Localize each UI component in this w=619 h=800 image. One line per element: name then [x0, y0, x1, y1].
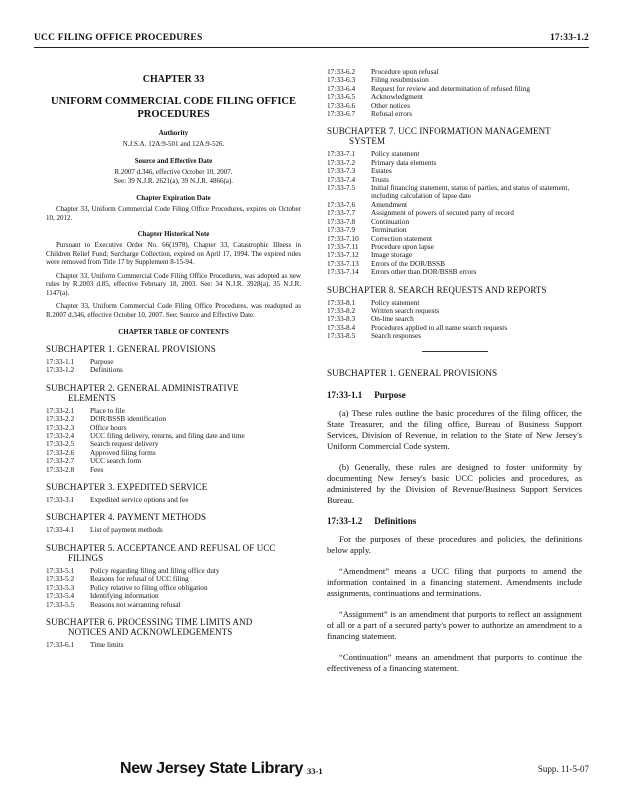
toc-section-title: Procedure upon refusal	[371, 67, 439, 76]
toc-section-number: 17:33-7.12	[327, 250, 359, 260]
toc-section-entry	[46, 432, 301, 440]
toc-subchapter-title	[46, 344, 301, 354]
toc-subchapter-title-line: SUBCHAPTER 7. UCC INFORMATION MANAGEMENT	[327, 126, 551, 137]
toc-section-entry	[327, 93, 582, 101]
toc-section-entry	[327, 332, 582, 340]
section-title: Definitions	[374, 515, 417, 526]
toc-section-number: 17:33-5.1	[46, 565, 75, 575]
toc-subchapter-title-line: ELEMENTS	[68, 392, 116, 403]
toc-section-title: Search request delivery	[90, 439, 159, 449]
toc-section-title: Identifying information	[90, 591, 159, 601]
source-heading: Source and Effective Date	[134, 157, 213, 165]
toc-subchapter-title	[46, 543, 301, 563]
section-heading-definitions	[327, 516, 582, 526]
toc-section-list	[46, 496, 301, 504]
toc-left	[46, 344, 301, 649]
toc-section-entry	[46, 358, 301, 366]
right-column	[327, 68, 582, 684]
history-paragraph-2: Chapter 33, Uniform Commercial Code Filing Office Procedures, was adopted as new rules by R.2003 d.85, effective February 18, 2003. See: 34 N.J.R. 3928(a), 35 N.J.R. 1147(a).	[46, 271, 301, 297]
toc-subchapter-title-line: SUBCHAPTER 1. GENERAL PROVISIONS	[46, 344, 216, 354]
toc-section-title: Primary data elements	[371, 157, 437, 167]
toc-section-entry	[327, 85, 582, 93]
toc-section-title: Purpose	[90, 357, 114, 366]
source-text	[46, 168, 301, 186]
toc-subchapter-title-line: SUBCHAPTER 6. PROCESSING TIME LIMITS AND	[46, 616, 253, 627]
toc-section-title: UCC search form	[90, 456, 142, 466]
toc-section-title: Fees	[90, 464, 104, 474]
toc-subchapter-title	[327, 285, 582, 295]
toc-section-number: 17:33-7.2	[327, 157, 356, 167]
toc-section-number: 17:33-1.1	[46, 357, 75, 366]
toc-subchapter-title	[46, 617, 301, 637]
toc-section-title: UCC filing delivery, returns, and filing date and time	[90, 431, 245, 441]
toc-section-entry	[327, 150, 582, 158]
toc-section-title: List of payment methods	[90, 525, 163, 535]
toc-subchapter-title-line: NOTICES AND ACKNOWLEDGEMENTS	[68, 626, 233, 637]
toc-section-entry	[327, 307, 582, 315]
header-rule	[34, 47, 589, 48]
section-number: 17:33-1.2	[327, 515, 363, 526]
toc-right	[327, 126, 582, 340]
toc-section-entry	[327, 68, 582, 76]
chapter-title: UNIFORM COMMERCIAL CODE FILING OFFICE PROCEDURES	[50, 96, 296, 120]
toc-section-entry	[327, 299, 582, 307]
toc-section-number: 17:33-8.5	[327, 331, 356, 341]
toc-section-entry	[46, 584, 301, 592]
source-line-1: R.2007 d.346, effective October 10, 2007.	[114, 168, 233, 176]
toc-section-number: 17:33-2.5	[46, 439, 75, 449]
toc-section-entry	[46, 366, 301, 374]
toc-section-number: 17:33-2.1	[46, 405, 75, 415]
toc-section-number: 17:33-8.4	[327, 322, 356, 332]
toc-subchapter-title	[46, 383, 301, 403]
toc-section-number: 17:33-7.4	[327, 174, 356, 184]
history-paragraph-1: Pursuant to Executive Order No. 66(1978), Chapter 33, Catastrophic Illness in Children Relief Fund; Surcharge Collection, expired on April 17, 1994. The expired rules were removed from Title 17 by Supplement 8-15-94.	[46, 241, 301, 266]
supplement-date: Supp. 11-5-07	[537, 764, 589, 774]
toc-section-entry	[327, 209, 582, 217]
toc-section-entry	[327, 218, 582, 226]
toc-section-number: 17:33-8.1	[327, 297, 356, 307]
authority-heading: Authority	[158, 129, 189, 137]
toc-section-entry	[46, 466, 301, 474]
toc-section-entry	[46, 415, 301, 423]
toc-section-number: 17:33-7.11	[327, 241, 359, 251]
toc-section-title: Request for review and determination of refused filing	[371, 83, 531, 93]
toc-section-list	[46, 407, 301, 474]
toc-section-entry	[327, 184, 582, 201]
toc-section-number: 17:33-2.3	[46, 422, 75, 432]
toc-section-list	[327, 299, 582, 341]
toc-section-number: 17:33-6.5	[327, 92, 356, 102]
toc-section-title: DOR/BSSB identification	[90, 414, 167, 424]
toc-section-number: 17:33-2.2	[46, 414, 75, 424]
toc-section-title: Other notices	[371, 100, 411, 110]
toc-section-title: Policy statement	[371, 297, 420, 307]
toc-section-number: 17:33-5.4	[46, 591, 75, 601]
toc-section-number: 17:33-8.3	[327, 314, 356, 324]
toc-section-entry	[46, 449, 301, 457]
toc-section-number: 17:33-6.7	[327, 109, 356, 119]
toc-section-entry	[46, 440, 301, 448]
toc-subchapter-title-line: SYSTEM	[349, 136, 386, 147]
toc-section-list	[327, 150, 582, 276]
toc-section-number: 17:33-8.2	[327, 305, 356, 315]
toc-section-number: 17:33-7.1	[327, 149, 356, 159]
definition-amendment: “Amendment” means a UCC filing that purports to amend the information contained in a financing statement. Amendments include assignments, continuations and terminations.	[327, 565, 582, 598]
toc-section-title: Continuation	[371, 216, 410, 226]
header-section-number: 17:33-1.2	[549, 33, 589, 43]
toc-section-number: 17:33-3.1	[46, 495, 75, 505]
section-number: 17:33-1.1	[327, 389, 363, 400]
toc-section-number: 17:33-4.1	[46, 525, 75, 535]
toc-section-entry	[327, 324, 582, 332]
toc-section-entry	[327, 110, 582, 118]
toc-section-list	[46, 526, 301, 534]
header-title: UCC FILING OFFICE PROCEDURES	[34, 33, 203, 43]
toc-section-list	[46, 641, 301, 649]
page-number: 33-1	[307, 766, 323, 776]
toc-section-title: Place to file	[90, 405, 125, 415]
library-watermark: New Jersey State Library	[120, 760, 304, 777]
toc-section-title: Errors of the DOR/BSSB	[371, 258, 445, 268]
toc-section-number: 17:33-6.4	[327, 83, 356, 93]
toc-subchapter-title-line: SUBCHAPTER 5. ACCEPTANCE AND REFUSAL OF UCC	[46, 542, 276, 553]
toc-section-number: 17:33-5.3	[46, 582, 75, 592]
authority-text: N.J.S.A. 12A:9-501 and 12A:9-526.	[122, 140, 225, 148]
toc-section-number: 17:33-7.13	[327, 258, 359, 268]
toc-section-title: Procedure upon lapse	[371, 241, 434, 251]
toc-section-title: Initial financing statement, status of parties, and status of statement, including calculation of lapse date	[371, 183, 570, 201]
toc-section-entry	[327, 251, 582, 259]
toc-section-entry	[327, 226, 582, 234]
toc-section-title: On-line search	[371, 314, 414, 324]
toc-subchapter-title-line: SUBCHAPTER 8. SEARCH REQUESTS AND REPORTS	[327, 284, 547, 295]
toc-section-number: 17:33-7.7	[327, 208, 356, 218]
toc-section-title: Written search requests	[371, 305, 440, 315]
history-heading: Chapter Historical Note	[137, 230, 210, 238]
purpose-paragraph-b: (b) Generally, these rules are designed to foster uniformity by documenting New Jersey's basic UCC policies and procedures, as administered by the Division of Revenue/Business Support Services Bureau.	[327, 461, 582, 505]
toc-section-number: 17:33-2.6	[46, 447, 75, 457]
toc-section-number: 17:33-6.6	[327, 100, 356, 110]
toc-section-number: 17:33-7.9	[327, 225, 356, 235]
toc-section-number: 17:33-7.3	[327, 166, 356, 176]
toc-section-title: Time limits	[90, 639, 124, 649]
toc-section-number: 17:33-5.5	[46, 599, 75, 609]
toc-section-title: Filing resubmission	[371, 75, 429, 85]
history-paragraph-3: Chapter 33, Uniform Commercial Code Filing Office Procedures, was readopted as R.2007 d.346, effective October 10, 2007. See: Source and Effective Date.	[46, 302, 301, 319]
toc-section-entry	[46, 526, 301, 534]
toc-section-title: Image storage	[371, 250, 413, 260]
toc-section-number: 17:33-7.10	[327, 233, 359, 243]
left-column	[46, 68, 301, 652]
source-line-2: See: 39 N.J.R. 2621(a), 39 N.J.R. 4866(a).	[114, 177, 233, 185]
toc-section-title: Amendment	[371, 199, 408, 209]
toc-section-title: Termination	[371, 225, 407, 235]
toc-section-title: Assignment of powers of secured party of record	[371, 208, 514, 218]
toc-section-title: Errors other than DOR/BSSB errors	[371, 267, 477, 277]
toc-section-entry	[46, 641, 301, 649]
toc-section-list	[46, 358, 301, 375]
toc-section-title: Expedited service options and fee	[90, 495, 189, 505]
toc-section-entry	[327, 102, 582, 110]
toc-section-number: 17:33-2.8	[46, 464, 75, 474]
toc-section-entry	[327, 268, 582, 276]
toc-section-list	[46, 567, 301, 609]
running-header	[34, 33, 589, 47]
toc-section-title: Estates	[371, 166, 392, 176]
toc-section-title: Correction statement	[371, 233, 432, 243]
toc-subchapter-title-line: SUBCHAPTER 2. GENERAL ADMINISTRATIVE	[46, 382, 239, 393]
section-title: Purpose	[374, 389, 406, 400]
toc-heading: CHAPTER TABLE OF CONTENTS	[118, 328, 229, 336]
toc-section-entry	[327, 159, 582, 167]
toc-subchapter-title-line: SUBCHAPTER 3. EXPEDITED SERVICE	[46, 482, 208, 493]
section-divider	[422, 351, 488, 352]
toc-section-number: 17:33-6.2	[327, 67, 356, 76]
toc-section-number: 17:33-6.1	[46, 639, 75, 649]
toc-section-title: Trusts	[371, 174, 389, 184]
toc-section-title: Reasons for refusal of UCC filing	[90, 574, 189, 584]
toc-section-number: 17:33-2.7	[46, 456, 75, 466]
toc-subchapter-title-line: SUBCHAPTER 4. PAYMENT METHODS	[46, 512, 207, 523]
definitions-intro: For the purposes of these procedures and policies, the definitions below apply.	[327, 533, 582, 555]
toc-subchapter-title	[46, 512, 301, 522]
toc-subchapter-title	[327, 126, 582, 146]
toc-section-title: Procedures applied to all name search requests	[371, 322, 508, 332]
toc-section-title: Search responses	[371, 331, 422, 341]
toc-section-title: Policy statement	[371, 149, 420, 159]
toc-section-number: 17:33-7.6	[327, 199, 356, 209]
purpose-paragraph-a: (a) These rules outline the basic procedures of the filing officer, the State Treasurer, and the filing office, Bureau of Business Support Services, Division of Revenue, in relation to the State of New Jersey's Uniform Commercial Code system.	[327, 407, 582, 451]
toc-section-title: Policy relative to filing office obligation	[90, 582, 208, 592]
toc-section-title: Definitions	[90, 365, 123, 375]
toc-section-title: Acknowledgment	[371, 92, 423, 102]
toc-subchapter-title-line: FILINGS	[68, 552, 104, 563]
toc-section-entry	[46, 601, 301, 609]
toc-section-number: 17:33-7.5	[327, 183, 356, 193]
toc-section-title: Refusal errors	[371, 109, 413, 119]
section-heading-purpose	[327, 390, 582, 400]
toc-section-number: 17:33-6.3	[327, 75, 356, 85]
expiration-heading: Chapter Expiration Date	[136, 194, 211, 202]
chapter-number: CHAPTER 33	[142, 74, 205, 85]
toc-section-entry	[46, 407, 301, 415]
definition-assignment: “Assignment” is an amendment that purports to reflect an assignment of all or a part of a secured party's power to authorize an amendment to a financing statement.	[327, 608, 582, 641]
toc-section-title: Approved filing forms	[90, 447, 156, 457]
toc-section-number: 17:33-2.4	[46, 431, 75, 441]
definition-continuation: “Continuation” means an amendment that purports to continue the effectiveness of a financing statement.	[327, 651, 582, 673]
toc-section-number: 17:33-1.2	[46, 365, 75, 375]
toc-section-number: 17:33-7.8	[327, 216, 356, 226]
toc-section-entry	[46, 496, 301, 504]
expiration-text: Chapter 33, Uniform Commercial Code Filing Office Procedures, expires on October 10, 2012.	[46, 205, 301, 222]
toc-section-title: Policy regarding filing and filing office duty	[90, 565, 220, 575]
body-subchapter-title: SUBCHAPTER 1. GENERAL PROVISIONS	[327, 367, 498, 378]
toc-section-entry	[327, 235, 582, 243]
toc-section-number: 17:33-7.14	[327, 267, 359, 277]
toc-section-title: Office hours	[90, 422, 127, 432]
toc-section-number: 17:33-5.2	[46, 574, 75, 584]
toc-section-entry	[327, 167, 582, 175]
toc-section-title: Reasons not warranting refusal	[90, 599, 181, 609]
toc-section-entry	[46, 457, 301, 465]
toc-right-continued	[327, 68, 582, 118]
toc-subchapter-title	[46, 482, 301, 492]
toc-section-entry	[327, 243, 582, 251]
